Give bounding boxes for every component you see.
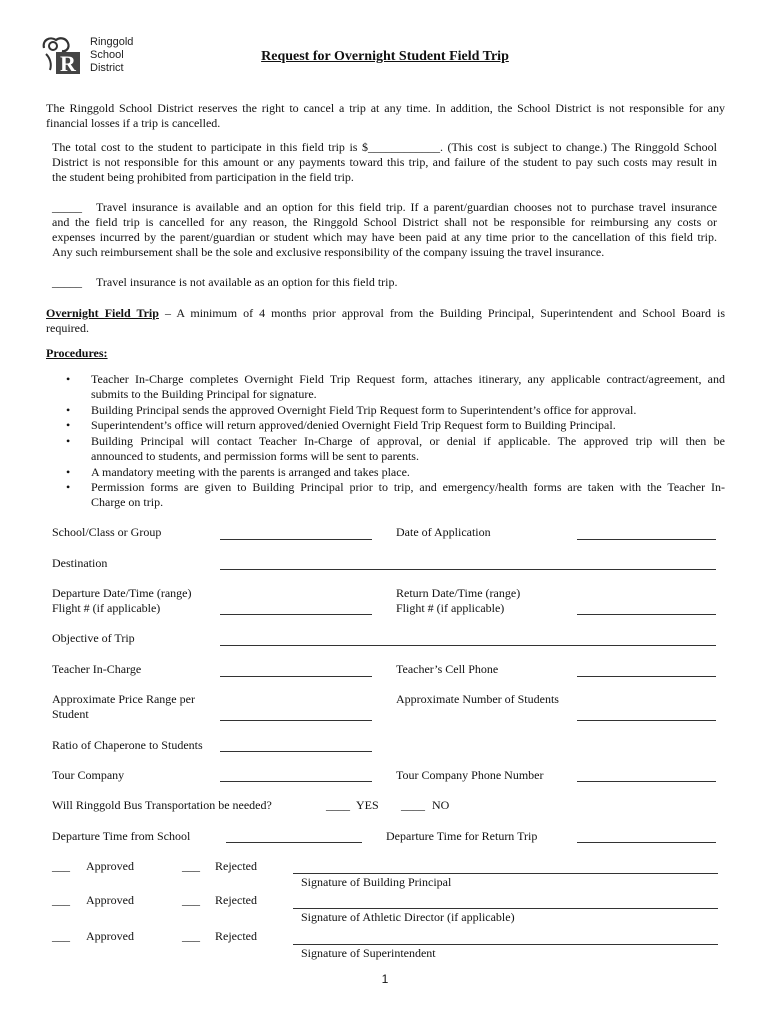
insurance-available-line-4: Any such reimbursement shall be the sole and exclusive responsibility of the company issuing the travel insurance. — [52, 245, 605, 259]
list-item-line: Building Principal will contact Teacher In-Charge of approval, or denial if applicable. The approved trip will then be — [91, 434, 725, 448]
rejected-label: Rejected — [215, 929, 257, 943]
bullet: • — [66, 480, 71, 494]
teacher-field[interactable] — [220, 676, 372, 677]
rejected-blank[interactable]: ___ — [182, 893, 200, 907]
tour-company-label: Tour Company — [52, 768, 125, 782]
procedures-list — [66, 372, 725, 511]
list-item-line: announced to students, and permission forms will be sent to parents. — [91, 449, 419, 463]
insurance-available-line-3: expenses incurred by the parent/guardian or student which may have been paid at any time prior to the cancellation of this field trip. — [52, 230, 717, 244]
list-item-line: submits to the Building Principal for signature. — [91, 387, 317, 401]
price-field[interactable] — [220, 720, 372, 721]
intro-line-1: The Ringgold School District reserves the right to cancel a trip at any time. In addition, the School District is not responsible for any — [46, 101, 725, 115]
price-label-2: Student — [52, 707, 89, 721]
list-item — [66, 465, 725, 480]
signature-label-principal: Signature of Building Principal — [301, 875, 452, 889]
return-field[interactable] — [577, 614, 716, 615]
rejected-blank[interactable]: ___ — [182, 859, 200, 873]
departure-label: Departure Date/Time (range) — [52, 586, 192, 600]
rejected-blank[interactable]: ___ — [182, 929, 200, 943]
bullet: • — [66, 434, 71, 448]
list-item — [66, 372, 725, 403]
no-blank[interactable]: ____ — [401, 798, 425, 812]
departure-field[interactable] — [220, 614, 372, 615]
approved-blank[interactable]: ___ — [52, 893, 70, 907]
bullet: • — [66, 372, 71, 386]
insurance-unavailable-text: Travel insurance is not available as an option for this field trip. — [96, 275, 398, 289]
approved-blank[interactable]: ___ — [52, 929, 70, 943]
approved-label: Approved — [86, 893, 134, 907]
page-title: Request for Overnight Student Field Trip — [261, 49, 509, 64]
return-time-field[interactable] — [577, 842, 716, 843]
teacher-cell-label: Teacher’s Cell Phone — [396, 662, 499, 676]
destination-field[interactable] — [220, 569, 716, 570]
bullet: • — [66, 403, 71, 417]
procedures-heading: Procedures: — [46, 346, 108, 360]
rejected-label: Rejected — [215, 893, 257, 907]
bullet: • — [66, 418, 71, 432]
signature-line-principal[interactable] — [293, 873, 718, 874]
dep-time-field[interactable] — [226, 842, 362, 843]
return-flight-label: Flight # (if applicable) — [396, 601, 505, 615]
return-label: Return Date/Time (range) — [396, 586, 521, 600]
overnight-line-2: required. — [46, 321, 89, 335]
overnight-text: – A minimum of 4 months prior approval from the Building Principal, Superintendent and School Board is — [158, 306, 725, 320]
objective-field[interactable] — [220, 645, 716, 646]
signature-label-athletic: Signature of Athletic Director (if applicable) — [301, 910, 515, 924]
approved-label: Approved — [86, 859, 134, 873]
page-number: 1 — [381, 972, 389, 986]
destination-label: Destination — [52, 556, 108, 570]
list-item — [66, 434, 725, 465]
signature-line-athletic[interactable] — [293, 908, 718, 909]
tour-phone-field[interactable] — [577, 781, 716, 782]
ratio-field[interactable] — [220, 751, 372, 752]
ratio-label: Ratio of Chaperone to Students — [52, 738, 203, 752]
signature-line-superintendent[interactable] — [293, 944, 718, 945]
list-item-line: Superintendent’s office will return approved/denied Overnight Field Trip Request form to Building Principal. — [91, 418, 616, 432]
objective-label: Objective of Trip — [52, 631, 135, 645]
school-class-field[interactable] — [220, 539, 372, 540]
dep-time-label: Departure Time from School — [52, 829, 191, 843]
list-item — [66, 418, 725, 434]
insurance-available-blank[interactable]: _____ — [52, 200, 82, 214]
approved-label: Approved — [86, 929, 134, 943]
no-label: NO — [432, 798, 450, 812]
return-time-label: Departure Time for Return Trip — [386, 829, 538, 843]
insurance-available-line-1: Travel insurance is available and an option for this field trip. If a parent/guardian chooses not to purchase travel insurance — [96, 200, 717, 214]
overnight-line-1 — [46, 306, 725, 321]
logo-line: Ringgold — [90, 36, 134, 48]
logo-line: School — [90, 49, 124, 61]
yes-blank[interactable]: ____ — [326, 798, 350, 812]
num-students-label: Approximate Number of Students — [396, 692, 559, 706]
bullet: • — [66, 465, 71, 479]
overnight-heading: Overnight Field Trip — [46, 306, 159, 320]
list-item-line: Building Principal sends the approved Overnight Field Trip Request form to Superintendent’s office for approval. — [91, 403, 637, 417]
list-item-line: Permission forms are given to Building Principal prior to trip, and emergency/health forms are taken with the Teacher In- — [91, 480, 725, 494]
departure-flight-label: Flight # (if applicable) — [52, 601, 161, 615]
bus-question: Will Ringgold Bus Transportation be needed? — [52, 798, 272, 812]
rejected-label: Rejected — [215, 859, 257, 873]
list-item-line: Teacher In-Charge completes Overnight Field Trip Request form, attaches itinerary, any applicable contract/agreement, and — [91, 372, 725, 386]
teacher-label: Teacher In-Charge — [52, 662, 142, 676]
intro-line-2: financial losses if a trip is cancelled. — [46, 116, 221, 130]
teacher-cell-field[interactable] — [577, 676, 716, 677]
date-application-field[interactable] — [577, 539, 716, 540]
date-application-label: Date of Application — [396, 525, 491, 539]
approved-blank[interactable]: ___ — [52, 859, 70, 873]
signature-label-superintendent: Signature of Superintendent — [301, 946, 436, 960]
school-class-label: School/Class or Group — [52, 525, 162, 539]
list-item — [66, 403, 725, 418]
insurance-available-line-2: and the field trip is cancelled for any reason, the Ringgold School District shall not be responsible for reimbursing any costs or — [52, 215, 717, 229]
logo-line: District — [90, 62, 124, 74]
list-item-line: Charge on trip. — [91, 495, 164, 509]
price-label: Approximate Price Range per — [52, 692, 195, 706]
tour-phone-label: Tour Company Phone Number — [396, 768, 544, 782]
list-item-line: A mandatory meeting with the parents is arranged and takes place. — [91, 465, 410, 479]
svg-text:R: R — [60, 51, 76, 76]
num-students-field[interactable] — [577, 720, 716, 721]
list-item — [66, 480, 725, 511]
yes-label: YES — [356, 798, 379, 812]
insurance-unavailable-blank[interactable]: _____ — [52, 275, 82, 289]
cost-line-1: The total cost to the student to participate in this field trip is $____________. (This cost is subject to change.) The Ringgold School — [52, 140, 717, 154]
tour-company-field[interactable] — [220, 781, 372, 782]
cost-line-2: District is not responsible for this amount or any payments toward this trip, and failure of the student to pay such costs may result in — [52, 155, 717, 169]
cost-line-3: the student being prohibited from participation in the field trip. — [52, 170, 354, 184]
